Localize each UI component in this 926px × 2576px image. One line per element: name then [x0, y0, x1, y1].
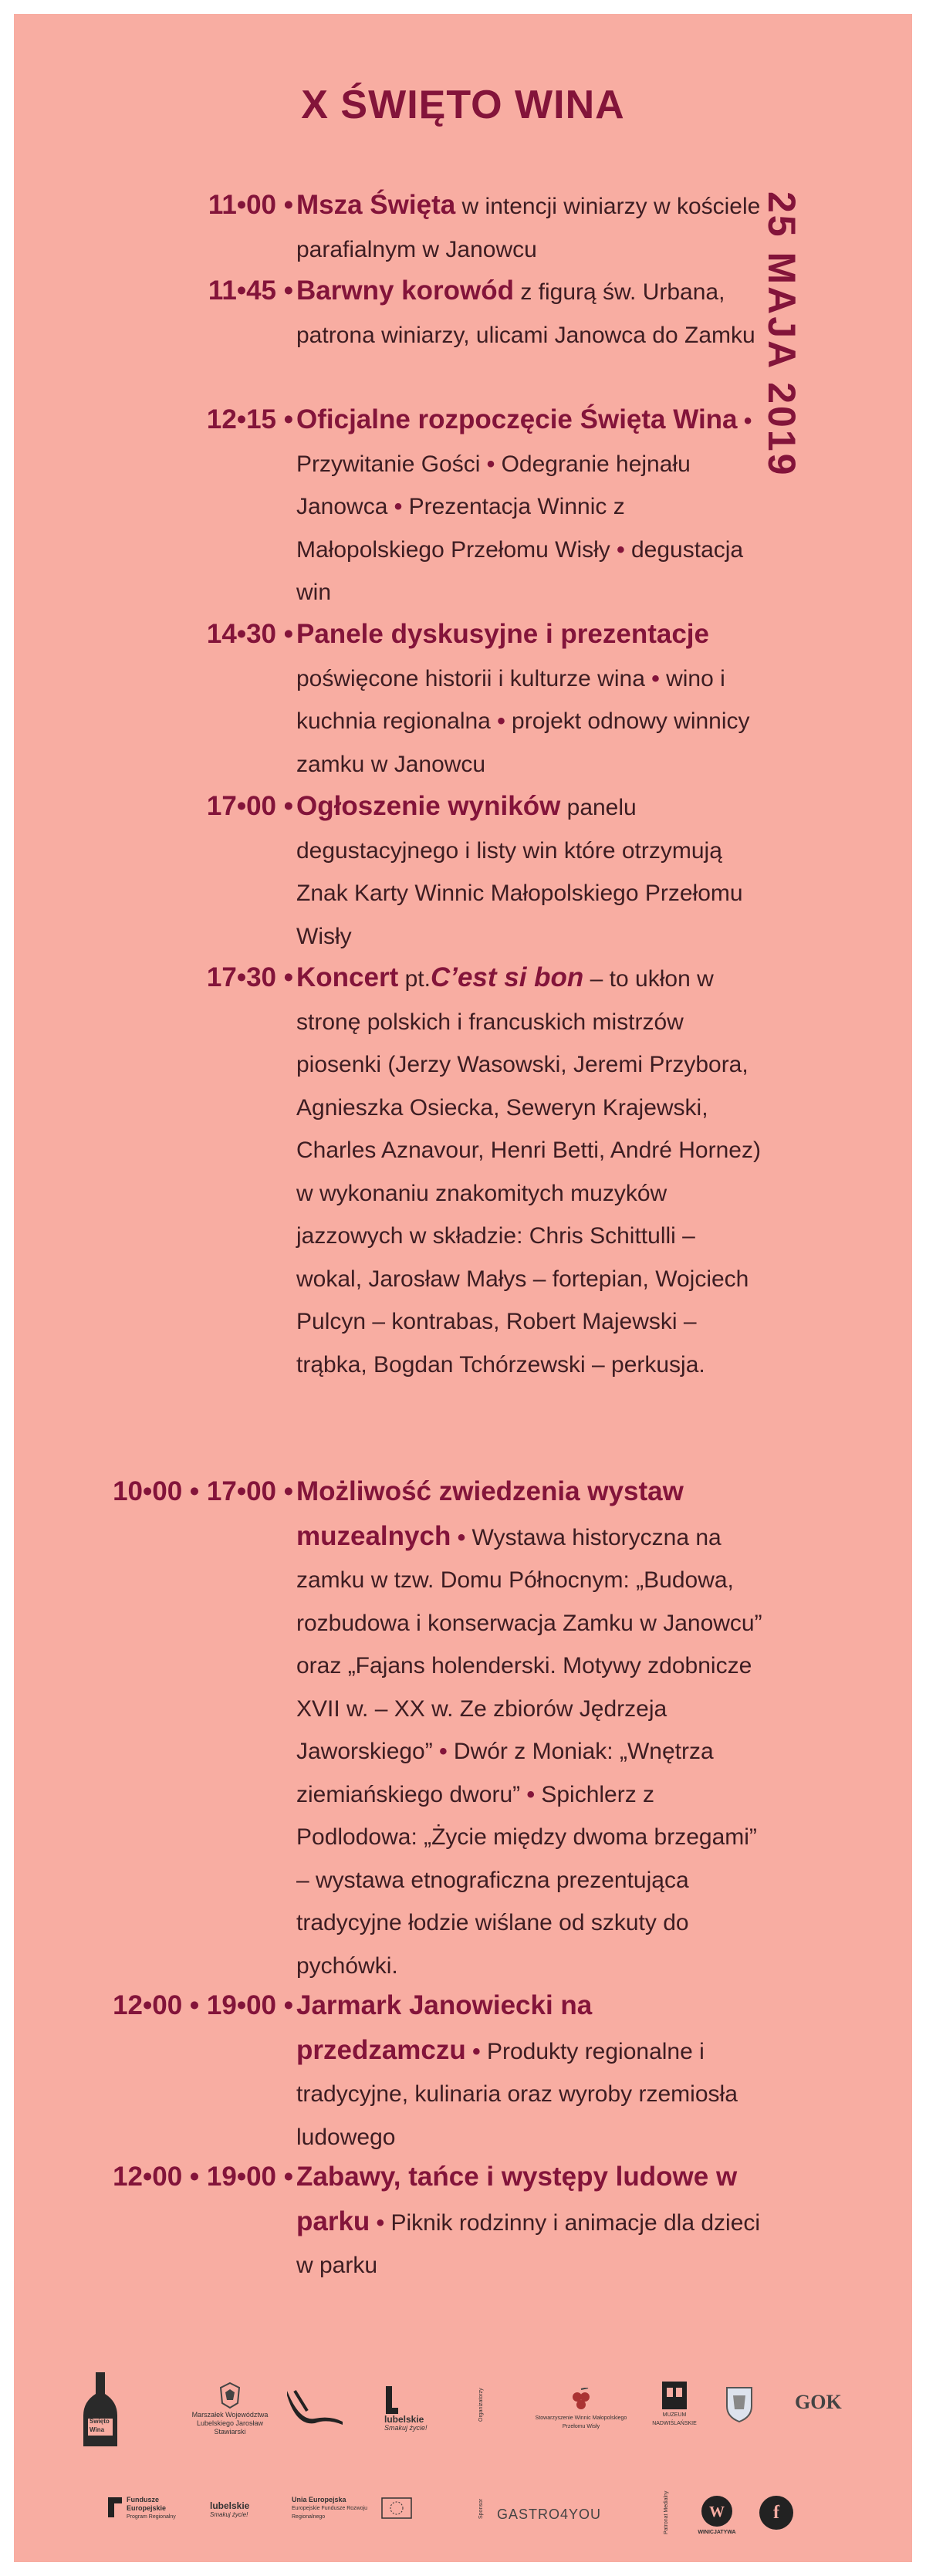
entry-description: Prezentacja Winnic z Małopolskiego Przełomu Wisły	[296, 494, 625, 563]
museum-icon	[661, 2380, 688, 2411]
swieto-wina-text: Święto Wina	[90, 2418, 110, 2433]
entry-heading: Barwny korowód	[296, 276, 514, 306]
bullet: •	[610, 536, 631, 563]
svg-text:W: W	[709, 2503, 725, 2520]
entry-heading: Ogłoszenie wyników	[296, 791, 561, 821]
entry-time: 11•45 •	[208, 276, 293, 306]
entry-description: Przywitanie Gości	[296, 451, 481, 477]
entry-text	[296, 785, 767, 958]
wave-icon	[284, 2388, 346, 2426]
f-logo-text: f	[759, 2496, 793, 2530]
sponsor-label	[477, 2496, 486, 2534]
wave-logo	[284, 2388, 346, 2426]
lubelskie-text: lubelskie	[384, 2414, 424, 2425]
entry-heading: Koncert	[296, 962, 399, 992]
stowarzyszenie-text: Stowarzyszenie Winnic Małopolskiego Przełomu Wisły	[535, 2415, 627, 2429]
entry-text	[296, 1470, 767, 1987]
organizers-label-text: Organizatorzy	[478, 2388, 484, 2422]
fundusze-icon	[106, 2496, 123, 2519]
eagle-icon	[215, 2380, 245, 2411]
concert-title: C’est si bon	[430, 962, 584, 992]
eu-flag-icon	[381, 2497, 412, 2519]
coat-of-arms-icon	[724, 2385, 755, 2423]
bullet: •	[370, 2209, 391, 2236]
fundusze-logo	[106, 2496, 191, 2521]
entry-description: Wystawa historyczna na zamku w tzw. Domu Północnym: „Budowa, rozbudowa i konserwacja Zamku w Janowcu” oraz „Fajans holenderski. Motywy zdobnicze XVII w. – XX w. Ze zbiorów Jędrzeja Jaworskiego”	[296, 1524, 762, 1764]
swieto-wina-logo	[79, 2371, 130, 2434]
entry-description: projekt odnowy winnicy zamku w Janowcu	[296, 708, 750, 777]
lubelskie-l-icon	[384, 2385, 400, 2415]
entry-heading: Zabawy, tańce i występy ludowe w parku	[296, 2162, 738, 2236]
page-title: X ŚWIĘTO WINA	[301, 83, 625, 127]
entry-time: 11•00 •	[208, 190, 293, 220]
gastro-text: GASTRO4YOU	[497, 2507, 602, 2522]
entry-description: Produkty regionalne i tradycyjne, kulinaria oraz wyroby rzemiosła ludowego	[296, 2038, 738, 2150]
entry-text	[296, 184, 767, 271]
ue-logo	[292, 2496, 392, 2521]
entry-description: Spichlerz z Podlodowa: „Życie między dwoma brzegami” – wystawa etnograficzna prezentująca tradycyjne łodzie wiślane od szkuty do pychówki.	[296, 1781, 757, 1979]
entry-heading: Jarmark Janowiecki na przedzamczu	[296, 1990, 593, 2065]
grape-icon	[562, 2388, 600, 2414]
entry-time: 12•00 • 19•00 •	[113, 1990, 293, 2020]
entry-description: z figurą św. Urbana, patrona winiarzy, ulicami Janowca do Zamku	[296, 279, 755, 348]
event-date-text: 25 MAJA 2019	[760, 191, 803, 478]
f-logo	[759, 2496, 793, 2530]
entry-heading: Oficjalne rozpoczęcie Święta Wina	[296, 404, 738, 434]
entry-description: Dwór z Moniak: „Wnętrza ziemiańskiego dworu”	[296, 1739, 714, 1807]
bullet: •	[432, 1739, 454, 1764]
coat-of-arms-logo	[724, 2385, 755, 2423]
entry-text	[296, 269, 767, 357]
entry-time: 17•30 •	[206, 962, 293, 992]
gastro-logo	[497, 2507, 601, 2523]
winicjatywa-icon	[700, 2494, 734, 2528]
entry-time: 14•30 •	[206, 619, 293, 649]
winicjatywa-logo	[690, 2494, 744, 2537]
entry-description: w intencji winiarzy w kościele parafialnym w Janowcu	[296, 194, 761, 262]
sponsor-label-text: Sponsor	[478, 2498, 484, 2519]
lubelskie-small-slogan: Smakuj życie!	[210, 2511, 248, 2518]
lubelskie-slogan: Smakuj życie!	[384, 2424, 428, 2432]
bullet: •	[644, 665, 667, 691]
lubelskie-logo	[384, 2385, 446, 2432]
entry-description: wino i kuchnia regionalna	[296, 665, 725, 734]
entry-description: Piknik rodzinny i animacje dla dzieci w parku	[296, 2209, 761, 2278]
lubelskie-small-text: lubelskie	[210, 2500, 250, 2511]
stowarzyszenie-logo	[523, 2388, 639, 2431]
organizers-label	[477, 2388, 486, 2429]
fundusze-text: Fundusze Europejskie	[127, 2496, 167, 2512]
entry-description: poświęcone historii i kulturze wina	[296, 665, 645, 691]
entry-time: 17•00 •	[206, 791, 293, 821]
ue-text: Unia Europejska	[292, 2496, 346, 2503]
lubelskie-small-logo	[210, 2502, 279, 2519]
entry-text	[296, 956, 767, 1386]
entry-description: degustacja win	[296, 536, 744, 605]
entry-description: – to ukłon w stronę polskich i francuskich mistrzów piosenki (Jerzy Wasowski, Jeremi Przybora, Agnieszka Osiecka, Seweryn Krajewski, Charles Aznavour, Henri Betti, André Hornez) w wykonaniu znakomitych muzyków jazzowych w składzie: Chris Schittulli – wokal, Jarosław Małys – fortepian, Wojciech Pulcyn – kontrabas, Robert Majewski – trąbka, Bogdan Tchórzewski – perkusja.	[296, 966, 761, 1378]
entry-text	[296, 2155, 767, 2287]
ue-sub: Europejskie Fundusze Rozwoju Regionalnego	[292, 2506, 368, 2520]
poster	[14, 14, 912, 2562]
entry-time: 12•00 • 19•00 •	[113, 2162, 293, 2192]
entry-heading: Możliwość zwiedzenia wystaw muzealnych	[296, 1476, 684, 1551]
entry-heading: Msza Święta	[296, 190, 456, 220]
entry-text	[296, 613, 767, 786]
patronat-label	[662, 2490, 671, 2534]
bullet: •	[387, 494, 409, 519]
bullet: •	[737, 408, 752, 434]
winicjatywa-text: WINICJATYWA	[698, 2530, 736, 2535]
entry-description: panelu degustacyjnego i listy win które otrzymują Znak Karty Winnic Małopolskiego Przełomu Wisły	[296, 795, 743, 949]
sponsor-logos	[14, 2344, 912, 2545]
muzeum-logo	[651, 2380, 698, 2428]
patronat-label-text: Patronat Medialny	[664, 2490, 669, 2534]
bullet: •	[490, 708, 512, 734]
entry-time: 10•00 • 17•00 •	[113, 1476, 293, 1506]
entry-description: Odegranie hejnału Janowca	[296, 451, 691, 519]
marszalek-text: Marszałek Województwa Lubelskiego Jarosław Stawiarski	[191, 2411, 269, 2436]
entry-text	[296, 398, 767, 614]
wine-bottle-icon	[79, 2371, 125, 2448]
muzeum-text: MUZEUM NADWIŚLAŃSKIE	[652, 2412, 697, 2426]
gok-logo	[795, 2391, 842, 2414]
bullet: •	[480, 451, 502, 477]
gok-text: GOK	[795, 2391, 842, 2413]
eu-flag	[381, 2497, 412, 2519]
bullet: •	[451, 1524, 472, 1550]
marszalek-logo	[184, 2380, 276, 2436]
entry-time: 12•15 •	[206, 404, 293, 434]
entry-heading: Panele dyskusyjne i prezentacje	[296, 619, 709, 649]
fundusze-sub: Program Regionalny	[127, 2514, 176, 2520]
entry-pt: pt.	[398, 966, 431, 992]
bullet: •	[465, 2038, 487, 2064]
entry-text	[296, 1984, 767, 2158]
bullet: •	[520, 1781, 542, 1807]
